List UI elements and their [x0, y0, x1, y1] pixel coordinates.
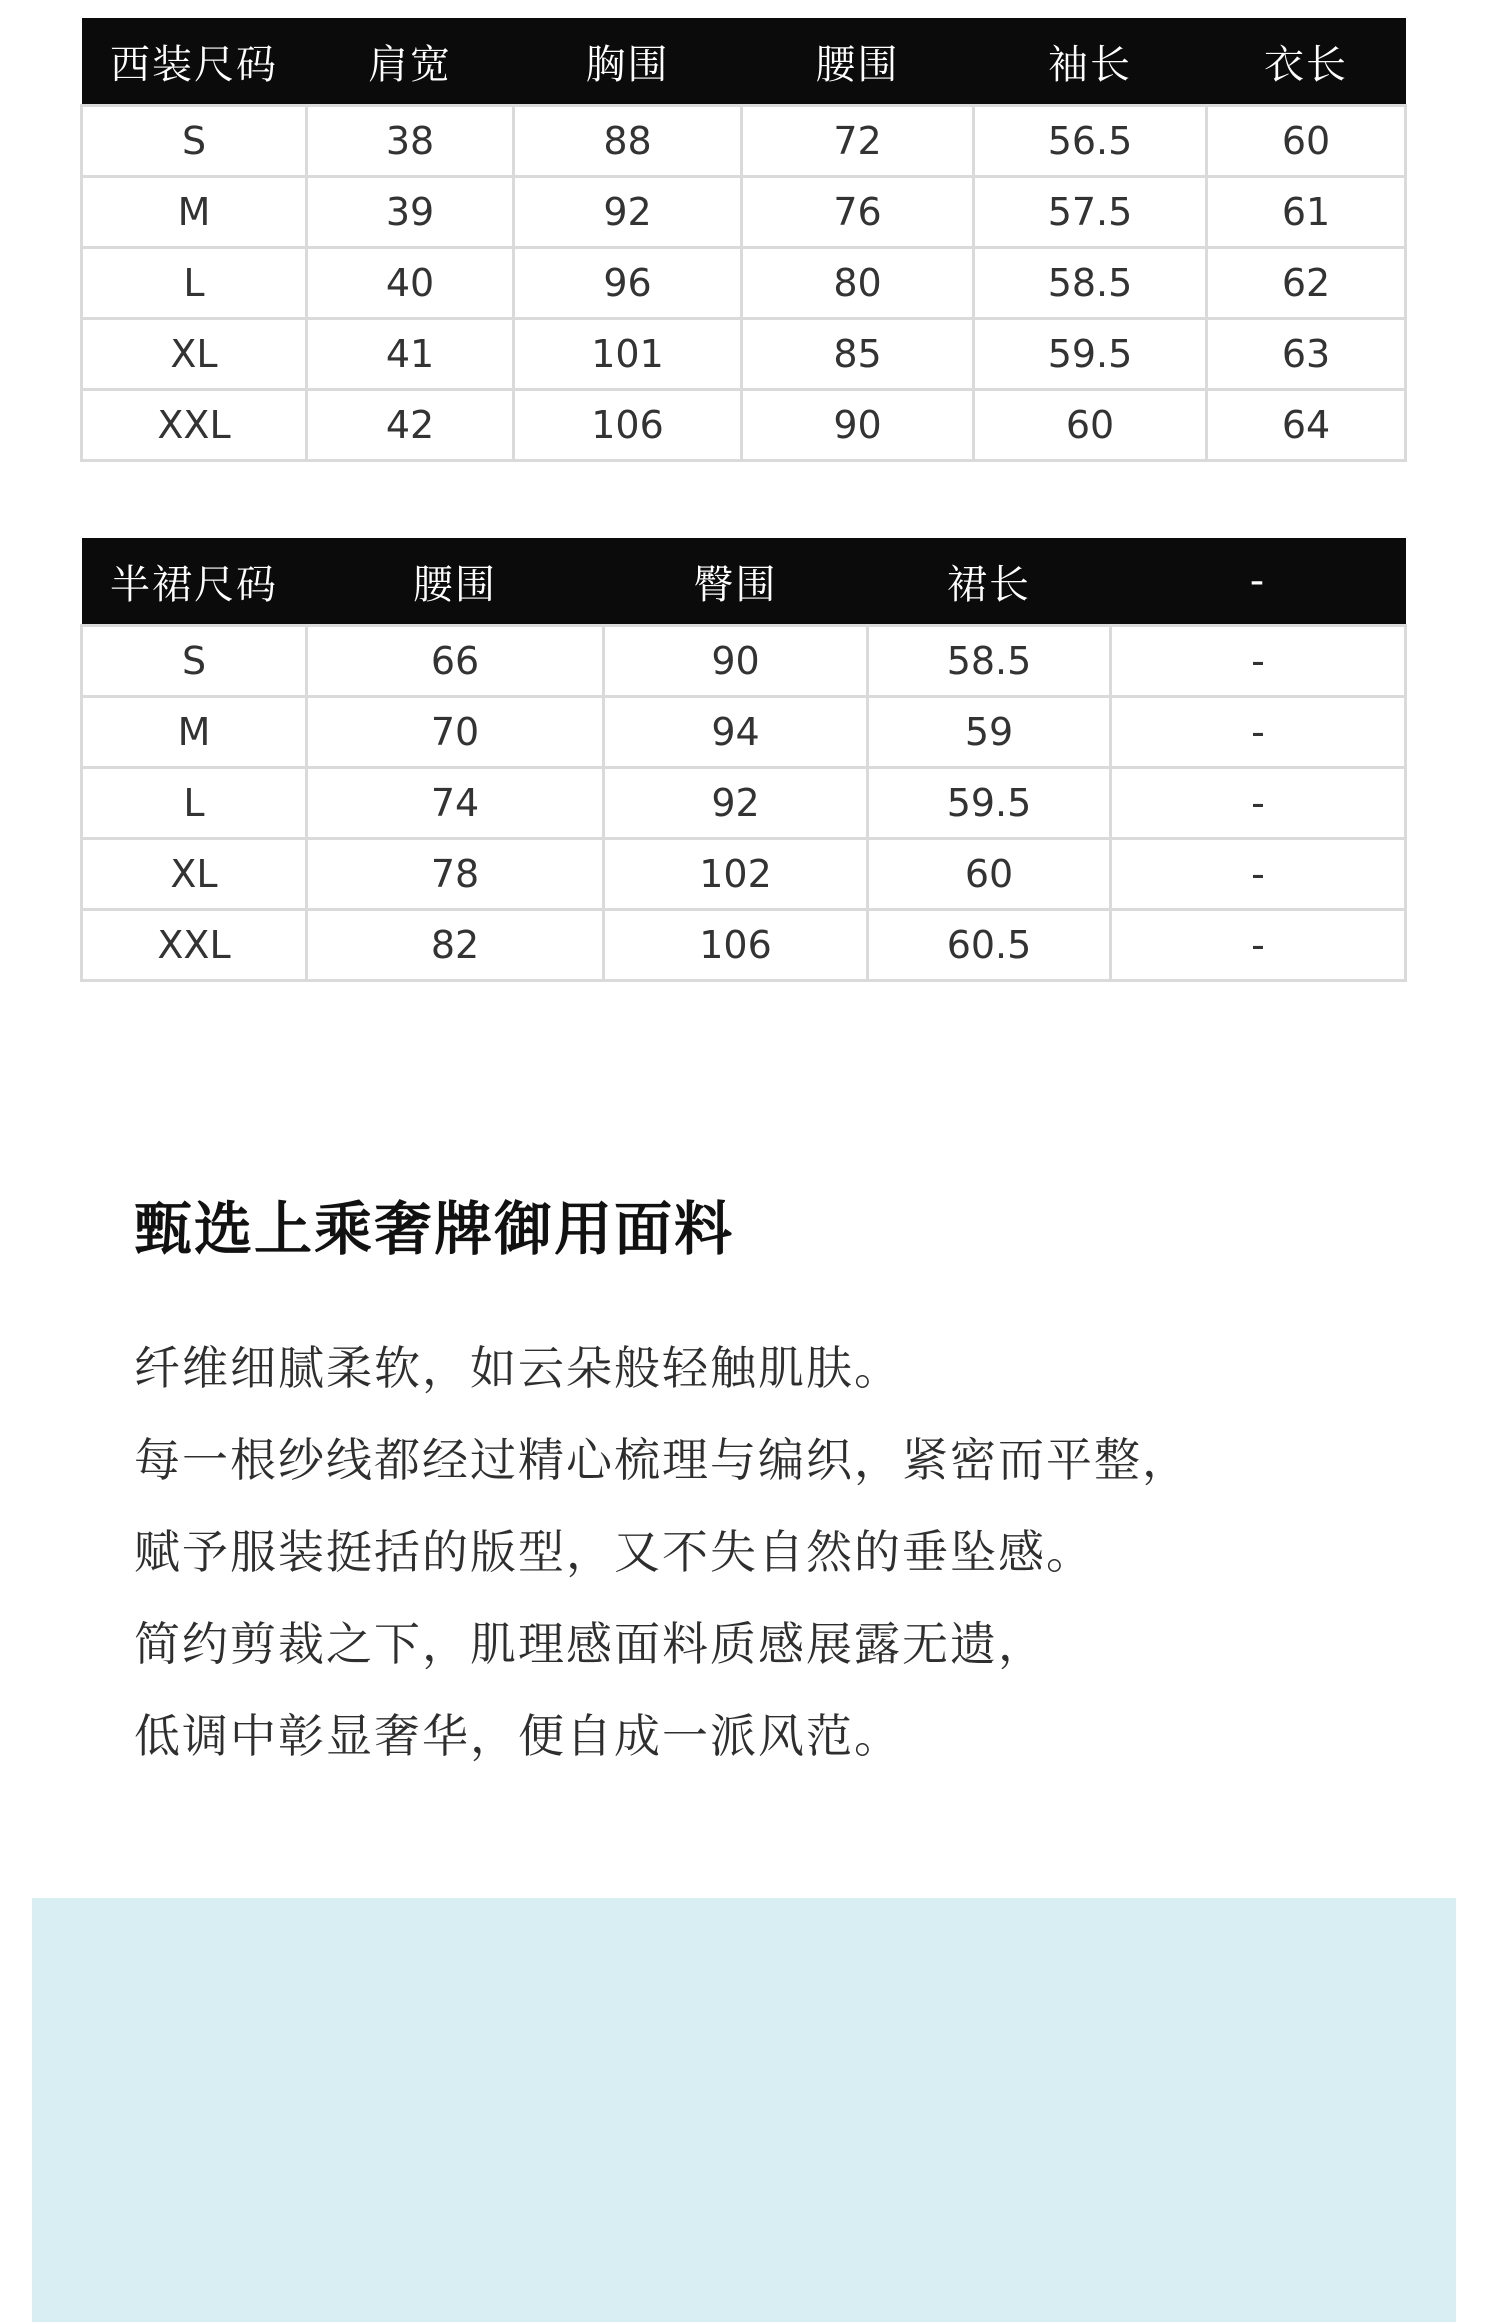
table-cell: 58.5: [868, 626, 1111, 697]
table-cell: 63: [1207, 319, 1406, 390]
size-cell: L: [82, 248, 307, 319]
table-cell: 80: [742, 248, 974, 319]
header-cell: -: [1111, 538, 1406, 626]
table-header-row: [82, 18, 1406, 106]
table-cell: 60: [974, 390, 1207, 461]
size-cell: XXL: [82, 910, 307, 981]
header-cell: 袖长: [974, 18, 1207, 106]
header-cell: 胸围: [514, 18, 742, 106]
table-cell: 66: [307, 626, 604, 697]
header-cell: 半裙尺码: [82, 538, 307, 626]
fabric-description: [134, 1322, 1394, 1782]
table-cell: 85: [742, 319, 974, 390]
header-cell: 肩宽: [307, 18, 514, 106]
table-cell: 58.5: [974, 248, 1207, 319]
table-cell: 88: [514, 106, 742, 177]
size-cell: M: [82, 697, 307, 768]
header-cell: 腰围: [742, 18, 974, 106]
header-cell: 西装尺码: [82, 18, 307, 106]
table-row: [82, 910, 1406, 981]
table-cell: 76: [742, 177, 974, 248]
table-row: [82, 839, 1406, 910]
table-cell: 70: [307, 697, 604, 768]
table-cell: 59.5: [974, 319, 1207, 390]
table-cell: -: [1111, 697, 1406, 768]
table-cell: 59: [868, 697, 1111, 768]
table-row: [82, 626, 1406, 697]
table-header-row: [82, 538, 1406, 626]
size-cell: XXL: [82, 390, 307, 461]
size-cell: XL: [82, 319, 307, 390]
table-cell: 90: [604, 626, 868, 697]
table-row: [82, 390, 1406, 461]
table-cell: 106: [604, 910, 868, 981]
description-line: 简约剪裁之下，肌理感面料质感展露无遗，: [134, 1617, 1046, 1671]
fabric-image-panel: [32, 1898, 1456, 2322]
suit-size-table: [80, 18, 1407, 462]
table-cell: 41: [307, 319, 514, 390]
table-cell: 74: [307, 768, 604, 839]
table-cell: 90: [742, 390, 974, 461]
table-cell: 101: [514, 319, 742, 390]
size-cell: XL: [82, 839, 307, 910]
table-cell: 96: [514, 248, 742, 319]
header-cell: 裙长: [868, 538, 1111, 626]
size-cell: S: [82, 106, 307, 177]
table-cell: 92: [514, 177, 742, 248]
table-cell: -: [1111, 910, 1406, 981]
table-row: [82, 177, 1406, 248]
table-cell: 102: [604, 839, 868, 910]
table-cell: 72: [742, 106, 974, 177]
table-cell: 57.5: [974, 177, 1207, 248]
table-cell: 64: [1207, 390, 1406, 461]
table-cell: 59.5: [868, 768, 1111, 839]
table-cell: 38: [307, 106, 514, 177]
table-cell: 106: [514, 390, 742, 461]
description-line: 纤维细腻柔软，如云朵般轻触肌肤。: [134, 1341, 902, 1395]
table-row: [82, 248, 1406, 319]
table-cell: 78: [307, 839, 604, 910]
description-line: 赋予服装挺括的版型，又不失自然的垂坠感。: [134, 1525, 1094, 1579]
table-cell: 60: [868, 839, 1111, 910]
header-cell: 腰围: [307, 538, 604, 626]
table-cell: -: [1111, 839, 1406, 910]
table-row: [82, 319, 1406, 390]
table-cell: 56.5: [974, 106, 1207, 177]
description-line: 低调中彰显奢华，便自成一派风范。: [134, 1709, 902, 1763]
table-cell: 40: [307, 248, 514, 319]
table-cell: 42: [307, 390, 514, 461]
table-cell: 94: [604, 697, 868, 768]
table-cell: 60: [1207, 106, 1406, 177]
header-cell: 臀围: [604, 538, 868, 626]
table-row: [82, 106, 1406, 177]
table-cell: 61: [1207, 177, 1406, 248]
table-row: [82, 697, 1406, 768]
size-cell: M: [82, 177, 307, 248]
skirt-size-table: [80, 538, 1407, 982]
table-cell: -: [1111, 768, 1406, 839]
table-cell: 82: [307, 910, 604, 981]
table-cell: 39: [307, 177, 514, 248]
size-cell: S: [82, 626, 307, 697]
description-line: 每一根纱线都经过精心梳理与编织，紧密而平整，: [134, 1433, 1190, 1487]
table-cell: 60.5: [868, 910, 1111, 981]
fabric-section-title: 甄选上乘奢牌御用面料: [134, 1195, 735, 1263]
size-cell: L: [82, 768, 307, 839]
header-cell: 衣长: [1207, 18, 1406, 106]
table-row: [82, 768, 1406, 839]
table-cell: -: [1111, 626, 1406, 697]
table-cell: 92: [604, 768, 868, 839]
table-cell: 62: [1207, 248, 1406, 319]
